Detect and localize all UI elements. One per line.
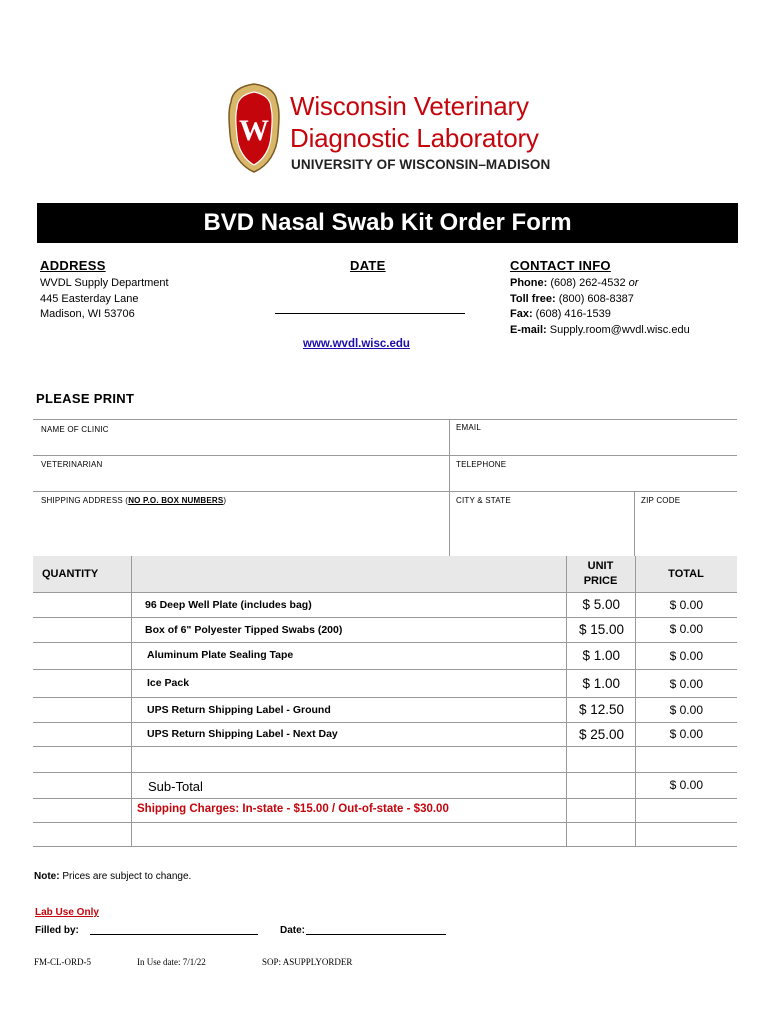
veterinarian-field[interactable]: VETERINARIAN [41,460,103,469]
item-total[interactable]: $ 0.00 [669,622,703,636]
no-po-box-note: NO P.O. BOX NUMBERS [128,496,224,505]
form-code: FM-CL-ORD-5 [34,957,92,967]
address-line-3: Madison, WI 53706 [40,308,135,320]
subtotal-value[interactable]: $ 0.00 [669,778,703,792]
item-total[interactable]: $ 0.00 [669,598,703,612]
lab-date-label: Date: [280,925,306,936]
item-total[interactable]: $ 0.00 [669,649,703,663]
sop-code: SOP: ASUPPLYORDER [262,957,353,967]
item-name: UPS Return Shipping Label - Ground [147,704,331,716]
zip-code-field[interactable]: ZIP CODE [641,496,681,505]
logo-line-2: Diagnostic Laboratory [290,123,539,153]
contact-tollfree: Toll free: (800) 608-8387 [510,292,634,305]
col-unit-price: UNIT PRICE [583,560,618,587]
date-line[interactable] [275,313,465,314]
please-print-heading: PLEASE PRINT [36,391,135,406]
item-unit-price: $ 25.00 [578,727,624,742]
item-name: 96 Deep Well Plate (includes bag) [145,599,312,611]
form-title: BVD Nasal Swab Kit Order Form [203,209,572,236]
lab-date-line[interactable] [306,934,446,935]
item-unit-price: $ 12.50 [578,702,624,717]
item-name: Ice Pack [147,677,190,689]
contact-header: CONTACT INFO [510,258,611,273]
filled-by-label: Filled by: [35,925,79,936]
item-unit-price: $ 5.00 [582,597,620,612]
lab-use-heading: Lab Use Only [35,907,99,918]
item-unit-price: $ 1.00 [582,648,620,663]
logo-line-1: Wisconsin Veterinary [290,91,529,121]
address-line-1: WVDL Supply Department [40,277,169,289]
in-use-date: In Use date: 7/1/22 [137,957,206,967]
item-total[interactable]: $ 0.00 [669,727,703,741]
shipping-address-field[interactable]: SHIPPING ADDRESS (NO P.O. BOX NUMBERS) [41,496,227,505]
address-block [40,276,169,323]
contact-fax: Fax: (608) 416-1539 [510,308,611,320]
contact-email[interactable]: E-mail: Supply.room@wvdl.wisc.edu [510,323,690,336]
item-unit-price: $ 15.00 [578,622,624,637]
prices-note: Note: Prices are subject to change. [34,871,192,882]
contact-block [510,276,690,338]
address-line-2: 445 Easterday Lane [40,292,139,305]
clinic-name-field[interactable]: NAME OF CLINIC [41,425,109,434]
item-total[interactable]: $ 0.00 [669,703,703,717]
col-quantity: QUANTITY [42,568,99,580]
item-name: UPS Return Shipping Label - Next Day [147,728,338,740]
filled-by-line[interactable] [90,934,258,935]
shipping-charges-note: Shipping Charges: In-state - $15.00 / Out-of-state - $30.00 [137,803,449,815]
website-link[interactable]: www.wvdl.wisc.edu [303,338,410,350]
col-total: TOTAL [668,568,704,580]
logo-line-3: UNIVERSITY OF WISCONSIN–MADISON [291,157,551,172]
city-state-field[interactable]: CITY & STATE [456,496,511,505]
item-total[interactable]: $ 0.00 [669,677,703,691]
form-title-bar [37,203,738,243]
uw-crest-logo [226,82,282,174]
subtotal-label: Sub-Total [148,779,203,794]
address-header: ADDRESS [40,258,106,273]
crest-letter: W [239,114,269,147]
date-header: DATE [350,258,386,273]
email-field[interactable]: EMAIL [456,423,482,432]
contact-phone: Phone: (608) 262-4532 or [510,277,639,289]
item-name: Box of 6" Polyester Tipped Swabs (200) [145,624,343,636]
item-unit-price: $ 1.00 [582,676,620,691]
item-name: Aluminum Plate Sealing Tape [147,649,294,661]
telephone-field[interactable]: TELEPHONE [456,460,507,469]
